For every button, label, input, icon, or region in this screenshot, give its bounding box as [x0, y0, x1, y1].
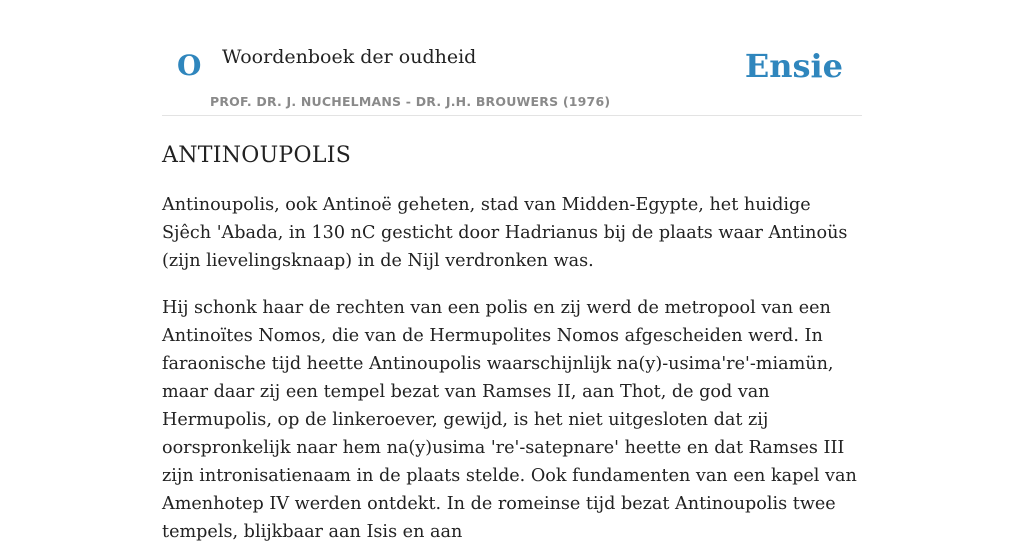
- ensie-logo[interactable]: Ensie: [744, 47, 843, 85]
- index-letter[interactable]: O: [177, 49, 202, 82]
- entry-paragraph: Hij schonk haar de rechten van een polis en zij werd de metropool van een Antinoïtes Nomos, die van de Hermupolites Nomos afgescheiden werd. In faraonische tijd heette Antinoupolis waarschijnlijk na(y)-usima're'-miamün, maar daar zij een tempel bezat van Ramses II, aan Thot, de god van Hermupolis, op de linkeroever, gewijd, is het niet uitgesloten dat zij oorspronkelijk naar hem na(y)usima 're'-satepnare' heette en dat Ramses III zijn intronisatienaam in de plaats stelde. Ook fundamenten van een kapel van Amenhotep IV werden ontdekt. In de romeinse tijd bezat Antinoupolis twee tempels, blijkbaar aan Isis en aan: [162, 298, 857, 543]
- page: [162, 0, 862, 546]
- entry-paragraph: Antinoupolis, ook Antinoë geheten, stad van Midden-Egypte, het huidige Sjêch 'Abada, in 130 nC gesticht door Hadrianus bij de plaats waar Antinoüs (zijn lievelingsknaap) in de Nijl verdronken was.: [162, 195, 848, 272]
- dictionary-title[interactable]: Woordenboek der oudheid: [222, 46, 477, 68]
- dictionary-header: [162, 0, 862, 116]
- dictionary-authors: PROF. DR. J. NUCHELMANS - DR. J.H. BROUWERS (1976): [210, 94, 611, 109]
- entry-headword: ANTINOUPOLIS: [162, 143, 352, 168]
